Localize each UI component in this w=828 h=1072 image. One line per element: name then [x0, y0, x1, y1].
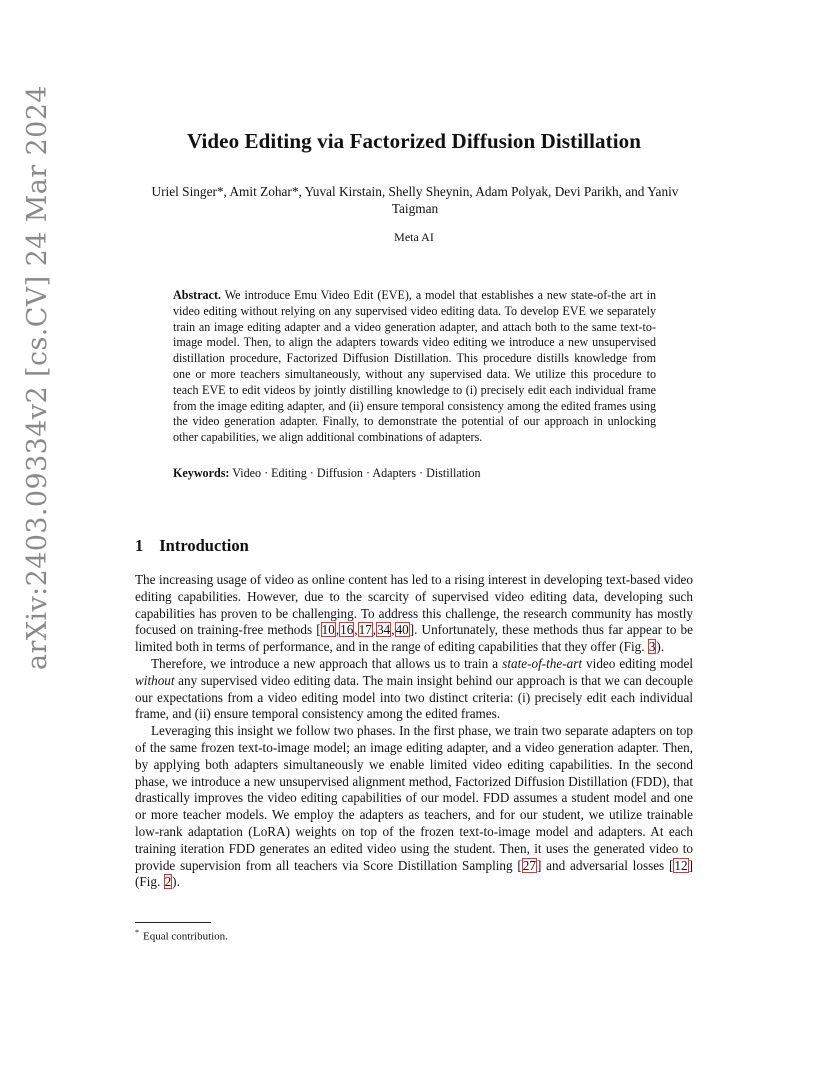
text-run: ).	[656, 639, 665, 655]
abstract-label: Abstract.	[173, 288, 222, 302]
text-run: Therefore, we introduce a new approach that allows us to train a	[151, 655, 503, 671]
paper-title: Video Editing via Factorized Diffusion Distillation	[186, 129, 642, 153]
text-run: ] (Fig.	[135, 857, 693, 890]
citation-link[interactable]: 12	[674, 857, 688, 873]
keywords-text: Video · Editing · Diffusion · Adapters · Distillation	[232, 466, 481, 480]
text-run: Leveraging this insight we follow two phases. In the first phase, we train two separate adapters on top of the same frozen text-to-image model; an image editing adapter, and a video generation adapter. Then, by applying both adapters simultaneously we enable limited video editing capabilities. In the second phase, we introduce a new unsupervised alignment method, Factorized Diffusion Distillation (FDD), that drastically improves the video editing capabilities of our model. FDD assumes a student model and one or more teacher models. We employ the adapters as teachers, and for our student, we utilize trainable low-rank adaptation (LoRA) weights on top of the frozen text-to-image model and adapters. At each training iteration FDD generates an edited video using the student. Then, it uses the generated video to provide supervision from all teachers via Score Distillation Sampling [	[135, 723, 693, 873]
footnote	[135, 928, 228, 943]
figure-link[interactable]: 2	[164, 874, 172, 890]
text-run: ] and adversarial losses [	[536, 857, 674, 873]
citation-link[interactable]: 40	[395, 622, 409, 638]
keywords	[173, 465, 656, 481]
abstract	[173, 288, 656, 446]
citation-link[interactable]: 16	[340, 622, 354, 638]
text-run: ]. Unfortunately, these methods thus far appear to be limited both in terms of performance, and in the range of editing capabilities that they offer (Fig.	[135, 622, 693, 655]
intro-body	[135, 572, 693, 891]
text-run: any supervised video editing data. The main insight behind our approach is that we can decouple our expectations from a video editing model into two distinct criteria: (i) precisely edit each individual frame, and (ii) ensure temporal consistency among the edited frames.	[135, 672, 693, 722]
paragraph-3	[135, 723, 693, 891]
paragraph-1: The increasing usage of video as online content has led to a rising interest in developing text-based video editing capabilities. However, due to the scarcity of supervised video editing data, developing such capabilities has proven to be challenging. To address this challenge, the research community has mostly focused on training-free methods [10,16,17,34,40]. Unfortunately, these methods thus far appear to be limited both in terms of performance, and in the range of editing capabilities that they offer (Fig. 3).	[135, 572, 693, 655]
author-list: Uriel Singer*, Amit Zohar*, Yuval Kirstain, Shelly Sheynin, Adam Polyak, Devi Parikh, and Yaniv Taigman	[151, 184, 679, 216]
affiliation: Meta AI	[394, 230, 434, 244]
arxiv-identifier: arXiv:2403.09334v2 [cs.CV] 24 Mar 2024	[22, 85, 53, 670]
section-heading	[135, 536, 249, 556]
text-run: ).	[172, 874, 180, 890]
section-title: Introduction	[159, 536, 249, 555]
paragraph-2	[135, 656, 693, 723]
emphasis: without	[135, 672, 175, 688]
footnote-text: Equal contribution.	[143, 930, 228, 943]
emphasis: state-of-the-art	[502, 655, 583, 671]
footnote-divider	[135, 922, 211, 923]
text-run: The increasing usage of video as online content has led to a rising interest in developing text-based video editing capabilities. However, due to the scarcity of supervised video editing data, developing such capabilities has proven to be challenging. To address this challenge, the research community has mostly focused on training-free methods [	[135, 572, 693, 638]
abstract-text: We introduce Emu Video Edit (EVE), a model that establishes a new state-of-the art in video editing without relying on any supervised video editing data. To develop EVE we separately train an image editing adapter and a video generation adapter, and attach both to the same text-to-image model. Then, to align the adapters towards video editing we introduce a new unsupervised distillation procedure, Factorized Diffusion Distillation. This procedure distills knowledge from one or more teachers simultaneously, without any supervised data. We utilize this procedure to teach EVE to edit videos by jointly distilling knowledge to (i) precisely edit each individual frame from the image editing adapter, and (ii) ensure temporal consistency among the edited frames using the video generation adapter. Finally, to demonstrate the potential of our approach in unlocking other capabilities, we align additional combinations of adapters.	[173, 288, 657, 445]
figure-link[interactable]: 3	[648, 639, 656, 655]
citation-link[interactable]: 10	[321, 622, 335, 638]
citation-link[interactable]: 34	[377, 622, 391, 638]
citation-link[interactable]: 27	[522, 857, 536, 873]
citation-link[interactable]: 17	[358, 622, 372, 638]
text-run: video editing model	[582, 655, 694, 671]
section-number: 1	[135, 536, 144, 555]
footnote-mark: *	[135, 928, 139, 937]
keywords-label: Keywords:	[173, 466, 230, 480]
